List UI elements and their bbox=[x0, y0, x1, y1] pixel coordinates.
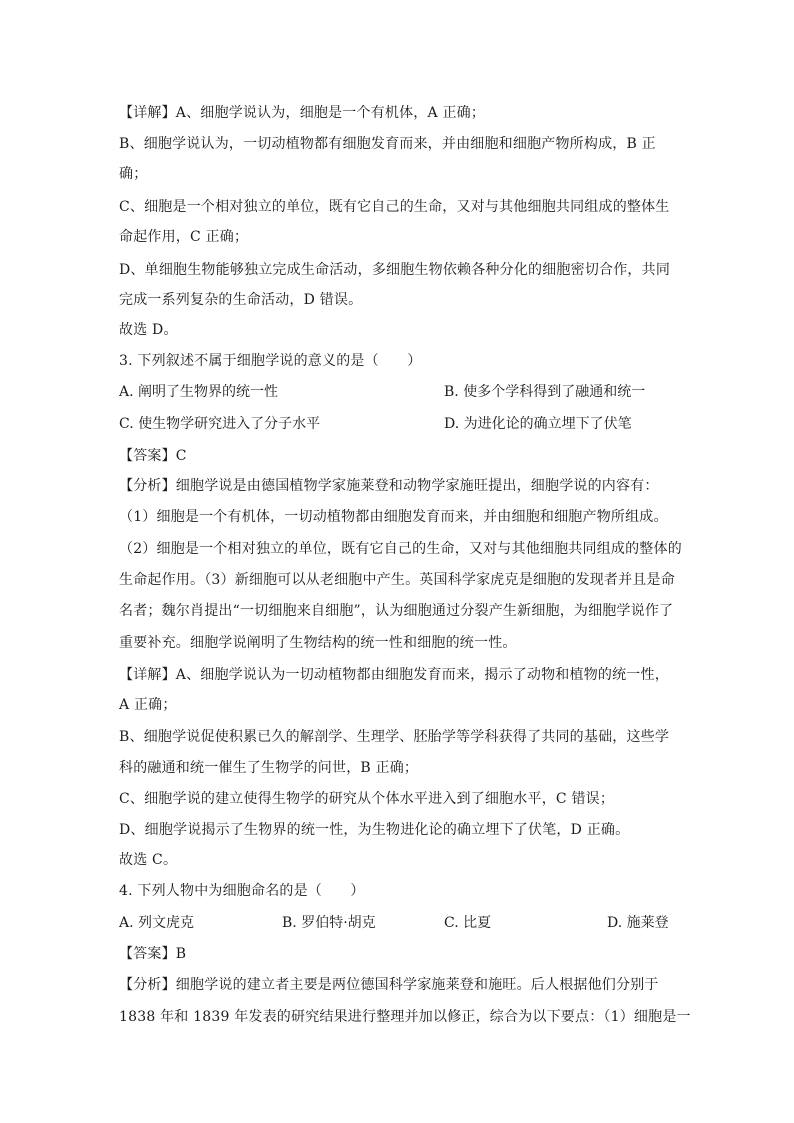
q4-option-d: D. 施莱登 bbox=[607, 915, 669, 931]
q2-detail-line-3: 确； bbox=[119, 166, 148, 182]
q2-detail-line-4: C、细胞是一个相对独立的单位，既有它自己的生命，又对与其他细胞共同组成的整体生 bbox=[119, 199, 670, 215]
q2-detail-line-7: 完成一系列复杂的生命活动，D 错误。 bbox=[119, 292, 363, 308]
q3-choose: 故选 C。 bbox=[119, 852, 178, 868]
q3-analysis-line-2: （1）细胞是一个有机体，一切动植物都由细胞发育而来，并由细胞和细胞产物所组成。 bbox=[119, 509, 668, 525]
q3-detail-line-6: D、细胞学说揭示了生物界的统一性，为生物进化论的确立埋下了伏笔，D 正确。 bbox=[119, 822, 630, 838]
q4-option-c: C. 比夏 bbox=[444, 915, 492, 931]
q2-detail-line-6: D、单细胞生物能够独立完成生命活动，多细胞生物依赖各种分化的细胞密切合作，共同 bbox=[119, 262, 671, 278]
q2-detail-line-1: 【详解】A、细胞学说认为，细胞是一个有机体，A 正确； bbox=[119, 105, 486, 121]
q3-option-b: B. 使多个学科得到了融通和统一 bbox=[444, 384, 646, 400]
q3-detail-line-3: B、细胞学说促使积累已久的解剖学、生理学、胚胎学等学科获得了共同的基础，这些学 bbox=[119, 729, 670, 745]
q3-analysis-line-1: 【分析】细胞学说是由德国植物学家施莱登和动物学家施旺提出，细胞学说的内容有： bbox=[119, 478, 659, 494]
q3-analysis-line-6: 重要补充。细胞学说阐明了生物结构的统一性和细胞的统一性。 bbox=[119, 635, 517, 651]
q4-analysis-line-1: 【分析】细胞学说的建立者主要是两位德国科学家施莱登和施旺。后人根据他们分别于 bbox=[119, 977, 659, 993]
q4-option-b: B. 罗伯特·胡克 bbox=[282, 915, 376, 931]
q4-analysis-line-2: 1838 年和 1839 年发表的研究结果进行整理并加以修正，综合为以下要点：（1）细胞是一 bbox=[119, 1009, 691, 1025]
q3-analysis-line-3: （2）细胞是一个相对独立的单位，既有它自己的生命，又对与其他细胞共同组成的整体的 bbox=[119, 541, 682, 557]
q3-option-d: D. 为进化论的确立埋下了伏笔 bbox=[444, 416, 632, 432]
q3-detail-line-1: 【详解】A、细胞学说认为一切动植物都由细胞发育而来，揭示了动物和植物的统一性， bbox=[119, 667, 669, 683]
q3-option-a: A. 阐明了生物界的统一性 bbox=[119, 384, 279, 400]
q2-detail-line-2: B、细胞学说认为，一切动植物都有细胞发育而来，并由细胞和细胞产物所构成，B 正 bbox=[119, 136, 656, 152]
q4-stem: 4. 下列人物中为细胞命名的是（ ） bbox=[119, 883, 365, 899]
q3-option-c: C. 使生物学研究进入了分子水平 bbox=[119, 416, 321, 432]
q4-option-a: A. 列文虎克 bbox=[119, 915, 195, 931]
q4-answer: 【答案】B bbox=[119, 946, 187, 962]
q3-detail-line-5: C、细胞学说的建立使得生物学的研究从个体水平进入到了细胞水平，C 错误； bbox=[119, 791, 615, 807]
q3-detail-line-2: A 正确； bbox=[119, 697, 177, 713]
q2-choose: 故选 D。 bbox=[119, 322, 178, 338]
q3-stem: 3. 下列叙述不属于细胞学说的意义的是（ ） bbox=[119, 353, 422, 369]
q3-detail-line-4: 科的融通和统一催生了生物学的问世，B 正确； bbox=[119, 760, 419, 776]
q3-analysis-line-5: 名者；魏尔肖提出“一切细胞来自细胞”，认为细胞通过分裂产生新细胞，为细胞学说作了 bbox=[119, 603, 674, 619]
q3-analysis-line-4: 生命起作用。（3）新细胞可以从老细胞中产生。英国科学家虎克是细胞的发现者并且是命 bbox=[119, 572, 675, 588]
q2-detail-line-5: 命起作用，C 正确； bbox=[119, 229, 249, 245]
q3-answer: 【答案】C bbox=[119, 448, 187, 464]
